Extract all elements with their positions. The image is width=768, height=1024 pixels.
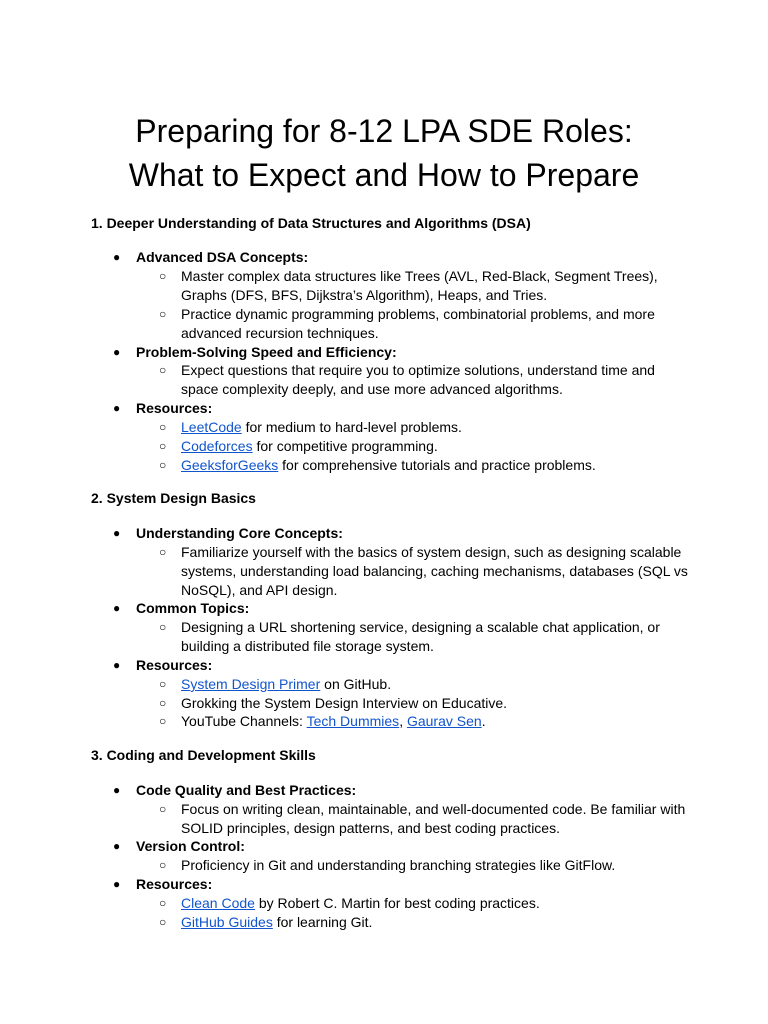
sub-bullet-marker: ○ bbox=[159, 307, 167, 321]
resource-prefix: YouTube Channels: bbox=[181, 713, 307, 729]
resource-item-codeforces bbox=[181, 437, 691, 456]
sub-item-clean-code-practices: Focus on writing clean, maintainable, and well-documented code. Be familiar with SOLID principles, design patterns, and best coding practices. bbox=[181, 801, 686, 836]
list-item-resources-coding: Resources: bbox=[136, 876, 213, 892]
list-item-resources-system-design: Resources: bbox=[136, 657, 213, 673]
resource-description: for medium to hard-level problems. bbox=[241, 419, 462, 435]
sub-bullet-marker: ○ bbox=[159, 696, 167, 710]
sub-item-dynamic-programming: Practice dynamic programming problems, combinatorial problems, and more advanced recursion techniques. bbox=[181, 306, 655, 341]
resource-item-geeksforgeeks bbox=[181, 456, 691, 475]
document-title bbox=[0, 109, 768, 197]
sub-bullet-marker: ○ bbox=[159, 620, 167, 634]
clean-code-link[interactable]: Clean Code bbox=[181, 895, 255, 911]
section-heading-system-design: 2. System Design Basics bbox=[91, 490, 256, 506]
resource-description: by Robert C. Martin for best coding practices. bbox=[254, 895, 540, 911]
sub-bullet-marker: ○ bbox=[159, 714, 167, 728]
bullet-marker: ● bbox=[113, 401, 121, 415]
resource-description: for competitive programming. bbox=[252, 438, 438, 454]
section-heading-dsa: 1. Deeper Understanding of Data Structures and Algorithms (DSA) bbox=[91, 215, 531, 231]
sub-item-url-shortening: Designing a URL shortening service, designing a scalable chat application, or building a distributed file storage system. bbox=[181, 619, 660, 654]
document-title-line-2: What to Expect and How to Prepare bbox=[128, 157, 640, 193]
sub-item-system-design-basics: Familiarize yourself with the basics of system design, such as designing scalable systems, understanding load balancing, caching mechanisms, databases (SQL vs NoSQL), and API design. bbox=[181, 544, 688, 598]
sub-bullet-marker: ○ bbox=[159, 458, 167, 472]
bullet-marker: ● bbox=[113, 783, 121, 797]
section-heading-coding-skills: 3. Coding and Development Skills bbox=[91, 747, 316, 763]
resource-item-leetcode bbox=[181, 418, 691, 437]
list-item-problem-solving-speed: Problem-Solving Speed and Efficiency: bbox=[136, 344, 397, 360]
sub-item-optimize-solutions: Expect questions that require you to optimize solutions, understand time and space complexity deeply, and use more advanced algorithms. bbox=[181, 362, 655, 397]
resource-item-github-guides bbox=[181, 913, 691, 932]
list-item-version-control: Version Control: bbox=[136, 838, 245, 854]
codeforces-link[interactable]: Codeforces bbox=[181, 438, 253, 454]
tech-dummies-link[interactable]: Tech Dummies bbox=[306, 713, 400, 729]
resource-separator: , bbox=[399, 713, 407, 729]
resource-item-grokking: Grokking the System Design Interview on Educative. bbox=[181, 695, 508, 711]
resource-suffix: . bbox=[481, 713, 486, 729]
list-item-advanced-dsa-concepts: Advanced DSA Concepts: bbox=[136, 249, 309, 265]
bullet-marker: ● bbox=[113, 345, 121, 359]
sub-bullet-marker: ○ bbox=[159, 677, 167, 691]
list-item-common-topics: Common Topics: bbox=[136, 600, 250, 616]
system-design-primer-link[interactable]: System Design Primer bbox=[181, 676, 321, 692]
resource-item-clean-code bbox=[181, 894, 691, 913]
github-guides-link[interactable]: GitHub Guides bbox=[181, 914, 273, 930]
sub-bullet-marker: ○ bbox=[159, 269, 167, 283]
sub-bullet-marker: ○ bbox=[159, 896, 167, 910]
resource-item-youtube-channels bbox=[181, 712, 691, 731]
sub-item-complex-data-structures: Master complex data structures like Trees (AVL, Red-Black, Segment Trees), Graphs (DFS, BFS, Dijkstra’s Algorithm), Heaps, and Tries. bbox=[181, 268, 658, 303]
geeksforgeeks-link[interactable]: GeeksforGeeks bbox=[181, 457, 279, 473]
sub-bullet-marker: ○ bbox=[159, 545, 167, 559]
sub-bullet-marker: ○ bbox=[159, 420, 167, 434]
bullet-marker: ● bbox=[113, 250, 121, 264]
bullet-marker: ● bbox=[113, 526, 121, 540]
bullet-marker: ● bbox=[113, 877, 121, 891]
sub-bullet-marker: ○ bbox=[159, 363, 167, 377]
document-title-line-1: Preparing for 8-12 LPA SDE Roles: bbox=[135, 113, 633, 149]
sub-bullet-marker: ○ bbox=[159, 439, 167, 453]
resource-description: on GitHub. bbox=[320, 676, 392, 692]
list-item-code-quality: Code Quality and Best Practices: bbox=[136, 782, 357, 798]
bullet-marker: ● bbox=[113, 839, 121, 853]
sub-bullet-marker: ○ bbox=[159, 802, 167, 816]
resource-description: for comprehensive tutorials and practice problems. bbox=[278, 457, 596, 473]
bullet-marker: ● bbox=[113, 658, 121, 672]
sub-bullet-marker: ○ bbox=[159, 915, 167, 929]
list-item-understanding-core-concepts: Understanding Core Concepts: bbox=[136, 525, 343, 541]
sub-item-git-proficiency: Proficiency in Git and understanding branching strategies like GitFlow. bbox=[181, 857, 616, 873]
list-item-resources-dsa: Resources: bbox=[136, 400, 213, 416]
resource-description: for learning Git. bbox=[272, 914, 373, 930]
leetcode-link[interactable]: LeetCode bbox=[181, 419, 242, 435]
bullet-marker: ● bbox=[113, 601, 121, 615]
resource-item-system-design-primer bbox=[181, 675, 691, 694]
sub-bullet-marker: ○ bbox=[159, 858, 167, 872]
gaurav-sen-link[interactable]: Gaurav Sen bbox=[406, 713, 482, 729]
